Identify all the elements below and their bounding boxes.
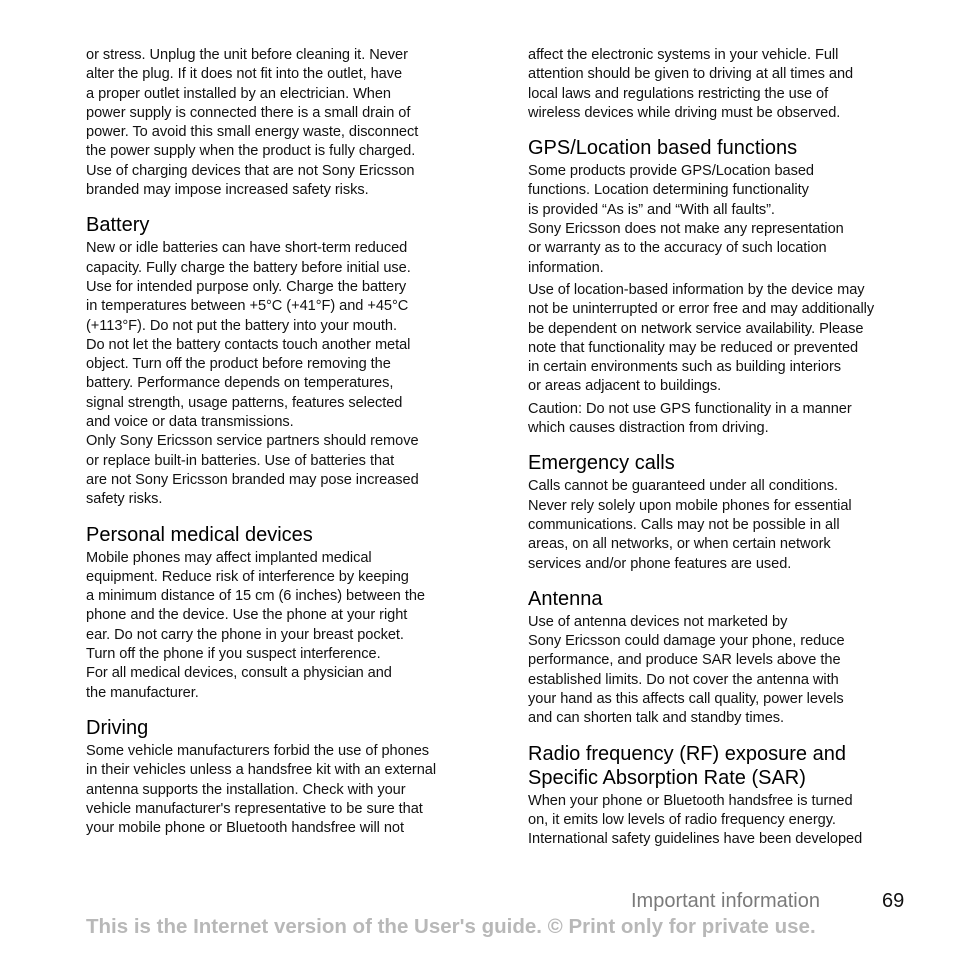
text-line: International safety guidelines have been developed bbox=[528, 831, 863, 848]
text-line: performance, and produce SAR levels above the bbox=[528, 652, 841, 669]
text-line: affect the electronic systems in your vehicle. Full bbox=[528, 47, 839, 63]
text-line: Some vehicle manufacturers forbid the use of phones bbox=[86, 742, 430, 759]
text-line: note that functionality may be reduced or prevented bbox=[528, 339, 859, 356]
text-line: and voice or data transmissions. bbox=[86, 414, 294, 431]
rf-paragraph bbox=[528, 792, 908, 850]
text-line: or stress. Unplug the unit before cleaning it. Never bbox=[86, 47, 408, 63]
emergency-paragraph bbox=[528, 477, 908, 573]
section-heading-gps: GPS/Location based functions bbox=[528, 137, 798, 160]
text-line: capacity. Fully charge the battery before initial use. bbox=[86, 259, 411, 276]
text-line: Use of antenna devices not marketed by bbox=[528, 613, 788, 630]
text-line: power supply is connected there is a small drain of bbox=[86, 104, 411, 121]
text-line: power. To avoid this small energy waste, disconnect bbox=[86, 124, 419, 141]
text-line: antenna supports the installation. Check with your bbox=[86, 781, 406, 798]
text-line: Turn off the phone if you suspect interference. bbox=[86, 646, 381, 663]
gps-paragraph-3 bbox=[528, 400, 908, 439]
text-line: functions. Location determining functionality bbox=[528, 182, 809, 199]
text-line: Use of charging devices that are not Sony Ericsson bbox=[86, 162, 415, 179]
text-line: Caution: Do not use GPS functionality in a manner bbox=[528, 400, 852, 417]
text-line: object. Turn off the product before removing the bbox=[86, 356, 391, 373]
text-line: local laws and regulations restricting the use of bbox=[528, 85, 829, 102]
text-line: Some products provide GPS/Location based bbox=[528, 163, 814, 180]
text-line: is provided “As is” and “With all faults”. bbox=[528, 201, 775, 218]
section-heading-antenna: Antenna bbox=[528, 587, 603, 610]
text-line: alter the plug. If it does not fit into the outlet, have bbox=[86, 66, 403, 83]
section-heading-medical: Personal medical devices bbox=[86, 523, 313, 546]
heading-line: Specific Absorption Rate (SAR) bbox=[528, 766, 806, 789]
text-line: on, it emits low levels of radio frequency energy. bbox=[528, 811, 836, 828]
text-line: Sony Ericsson does not make any representation bbox=[528, 221, 844, 238]
text-line: in temperatures between +5°C (+41°F) and +45°C bbox=[86, 298, 409, 315]
text-line: equipment. Reduce risk of interference by keeping bbox=[86, 568, 409, 585]
footer-section-title: Important information bbox=[631, 890, 820, 912]
text-line: Only Sony Ericsson service partners should remove bbox=[86, 433, 419, 450]
text-line: vehicle manufacturer's representative to be sure that bbox=[86, 800, 423, 817]
intro-paragraph bbox=[86, 46, 466, 200]
watermark: This is the Internet version of the User's guide. © Print only for private use. bbox=[86, 915, 816, 938]
text-line: be dependent on network service availability. Please bbox=[528, 320, 864, 337]
text-line: safety risks. bbox=[86, 491, 163, 508]
text-line: which causes distraction from driving. bbox=[528, 420, 769, 437]
text-line: Calls cannot be guaranteed under all conditions. bbox=[528, 478, 838, 495]
antenna-paragraph bbox=[528, 613, 908, 729]
text-line: not be uninterrupted or error free and may additionally bbox=[528, 301, 875, 318]
text-line: signal strength, usage patterns, features selected bbox=[86, 394, 403, 411]
text-line: Mobile phones may affect implanted medical bbox=[86, 549, 372, 566]
text-line: in certain environments such as building interiors bbox=[528, 359, 842, 376]
text-line: a proper outlet installed by an electrician. When bbox=[86, 85, 392, 102]
section-heading-rf bbox=[528, 742, 908, 790]
intro-paragraph bbox=[528, 46, 908, 123]
text-line: your hand as this affects call quality, power levels bbox=[528, 691, 844, 708]
text-line: the manufacturer. bbox=[86, 684, 199, 701]
text-line: established limits. Do not cover the antenna with bbox=[528, 671, 839, 688]
text-line: or areas adjacent to buildings. bbox=[528, 378, 722, 395]
page-number: 69 bbox=[882, 890, 905, 912]
gps-paragraph-2 bbox=[528, 281, 908, 397]
driving-paragraph bbox=[86, 742, 466, 838]
section-heading-emergency: Emergency calls bbox=[528, 452, 675, 475]
section-heading-driving: Driving bbox=[86, 716, 149, 739]
text-line: in their vehicles unless a handsfree kit with an external bbox=[86, 762, 437, 779]
text-line: For all medical devices, consult a physician and bbox=[86, 665, 392, 682]
text-line: battery. Performance depends on temperatures, bbox=[86, 375, 394, 392]
text-line: Sony Ericsson could damage your phone, reduce bbox=[528, 633, 845, 650]
text-line: communications. Calls may not be possible in all bbox=[528, 516, 840, 533]
left-column bbox=[86, 46, 466, 838]
text-line: attention should be given to driving at all times and bbox=[528, 66, 854, 83]
section-heading-battery: Battery bbox=[86, 214, 150, 237]
text-line: Use of location-based information by the device may bbox=[528, 281, 865, 298]
text-line: are not Sony Ericsson branded may pose increased bbox=[86, 471, 419, 488]
medical-paragraph bbox=[86, 549, 466, 703]
text-line: information. bbox=[528, 259, 604, 276]
text-line: When your phone or Bluetooth handsfree is turned bbox=[528, 792, 853, 809]
text-line: areas, on all networks, or when certain network bbox=[528, 536, 831, 553]
heading-line: Radio frequency (RF) exposure and bbox=[528, 742, 846, 765]
text-line: Use for intended purpose only. Charge the battery bbox=[86, 278, 407, 295]
right-column bbox=[528, 46, 908, 850]
gps-paragraph-1 bbox=[528, 162, 908, 278]
text-line: a minimum distance of 15 cm (6 inches) between the bbox=[86, 588, 425, 605]
text-line: Never rely solely upon mobile phones for essential bbox=[528, 497, 852, 514]
text-line: the power supply when the product is fully charged. bbox=[86, 143, 416, 160]
text-line: and can shorten talk and standby times. bbox=[528, 710, 785, 727]
battery-paragraph bbox=[86, 239, 466, 509]
text-line: services and/or phone features are used. bbox=[528, 555, 792, 572]
text-line: or warranty as to the accuracy of such location bbox=[528, 240, 827, 257]
text-line: Do not let the battery contacts touch another metal bbox=[86, 336, 411, 353]
text-line: New or idle batteries can have short-term reduced bbox=[86, 240, 408, 257]
text-line: or replace built-in batteries. Use of batteries that bbox=[86, 452, 395, 469]
text-line: wireless devices while driving must be observed. bbox=[528, 104, 841, 121]
text-line: branded may impose increased safety risks. bbox=[86, 182, 369, 199]
text-line: ear. Do not carry the phone in your breast pocket. bbox=[86, 626, 404, 643]
text-line: phone and the device. Use the phone at your right bbox=[86, 607, 408, 624]
text-line: your mobile phone or Bluetooth handsfree will not bbox=[86, 820, 405, 837]
text-line: (+113°F). Do not put the battery into your mouth. bbox=[86, 317, 397, 334]
